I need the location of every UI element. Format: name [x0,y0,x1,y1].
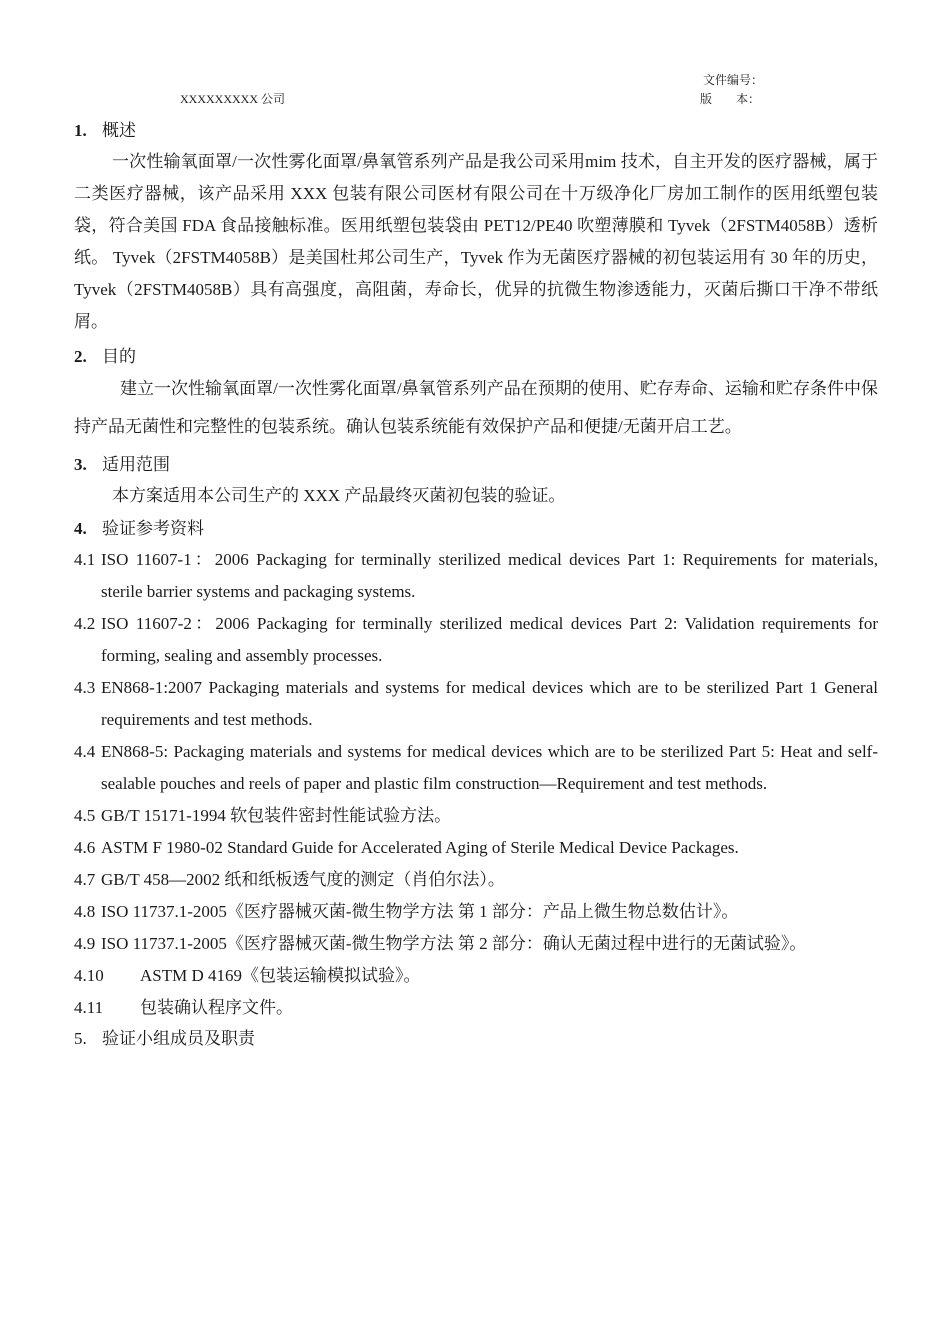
document-body [74,116,878,1054]
version-label-part2: 本： [736,92,761,106]
purpose-paragraph: 建立一次性输氧面罩/一次性雾化面罩/鼻氧管系列产品在预期的使用、贮存寿命、运输和贮存条件中保持产品无菌性和完整性的包装系统。确认包装系统能有效保护产品和便捷/无菌开启工艺。 [74,379,878,436]
section-title: 验证小组成员及职责 [102,1029,255,1048]
reference-number: 4.7 [74,870,96,889]
reference-text: GB/T 15171-1994 软包装件密封性能试验方法。 [101,806,452,825]
reference-item [74,800,878,832]
reference-item [74,736,878,800]
reference-number: 4.10 [74,966,104,985]
version-label [700,92,760,106]
section-heading [74,514,878,544]
company-name: XXXXXXXXX 公司 [180,92,285,106]
section-heading [74,342,878,372]
reference-text: GB/T 458—2002 纸和纸板透气度的测定（肖伯尔法）。 [101,870,505,889]
reference-text: ISO 11607-2：2006 Packaging for terminally sterilized medical devices Part 2: Validation requirements for forming, sealing and assembly processes. [101,614,878,665]
reference-item [74,864,878,896]
section-title: 概述 [102,121,136,140]
reference-item [74,544,878,608]
scope-paragraph: 本方案适用本公司生产的 XXX 产品最终灭菌初包装的验证。 [112,486,566,505]
reference-text: EN868-5: Packaging materials and systems for medical devices which are to be sterilized Part 5: Heat and self-sealable pouches and reels of paper and plastic film construction—Requirement and test methods. [101,742,878,793]
reference-number: 4.11 [74,998,104,1017]
section-heading [74,450,878,480]
section-title: 适用范围 [102,455,170,474]
reference-item [74,960,878,992]
section-number: 1. [74,121,87,140]
reference-item [74,928,878,960]
reference-text: ISO 11737.1-2005《医疗器械灭菌-微生物学方法 第 2 部分：确认无菌过程中进行的无菌试验》。 [101,934,807,953]
reference-number: 4.8 [74,902,96,921]
reference-number: 4.3 [74,678,96,697]
reference-item [74,832,878,864]
reference-list [74,544,878,1024]
section-title: 目的 [102,347,136,366]
reference-text: ISO 11737.1-2005《医疗器械灭菌-微生物学方法 第 1 部分：产品上微生物总数估计》。 [101,902,739,921]
section-number: 2. [74,347,87,366]
reference-text: ASTM F 1980-02 Standard Guide for Accelerated Aging of Sterile Medical Device Packages. [101,838,739,857]
section-title: 验证参考资料 [102,519,204,538]
section-number: 3. [74,455,87,474]
reference-number: 4.4 [74,742,96,761]
overview-paragraph: 一次性输氧面罩/一次性雾化面罩/鼻氧管系列产品是我公司采用mim 技术，自主开发的医疗器械，属于二类医疗器械，该产品采用 XXX 包装有限公司医材有限公司在十万级净化厂房加工制作的医用纸塑包装袋，符合美国 FDA 食品接触标准。医用纸塑包装袋由 PET12/PE40 吹塑薄膜和 Tyvek（2FSTM4058B）透析纸。 Tyvek（2FSTM4058B）是美国杜邦公司生产，Tyvek 作为无菌医疗器械的初包装运用有 30 年的历史，Tyvek（2FSTM4058B）具有高强度，高阻菌，寿命长，优异的抗微生物渗透能力，灭菌后撕口干净不带纸屑。 [74,152,878,331]
section-heading [74,1024,878,1054]
reference-item [74,608,878,672]
reference-number: 4.9 [74,934,96,953]
reference-item [74,896,878,928]
section-number: 5. [74,1029,87,1048]
reference-item [74,992,878,1024]
reference-number: 4.6 [74,838,96,857]
reference-text: ASTM D 4169《包装运输模拟试验》。 [140,966,421,985]
reference-text: 包装确认程序文件。 [140,998,293,1017]
reference-number: 4.5 [74,806,96,825]
section-heading [74,116,878,146]
reference-text: EN868-1:2007 Packaging materials and systems for medical devices which are to be sterilized Part 1 General requirements and test methods. [101,678,878,729]
reference-item [74,672,878,736]
reference-number: 4.1 [74,550,96,569]
version-label-part1: 版 [700,92,713,106]
reference-number: 4.2 [74,614,96,633]
doc-number-label: 文件编号： [703,73,764,87]
reference-text: ISO 11607-1：2006 Packaging for terminally sterilized medical devices Part 1: Requirements for materials, sterile barrier systems and packaging systems. [101,550,878,601]
section-number: 4. [74,519,87,538]
